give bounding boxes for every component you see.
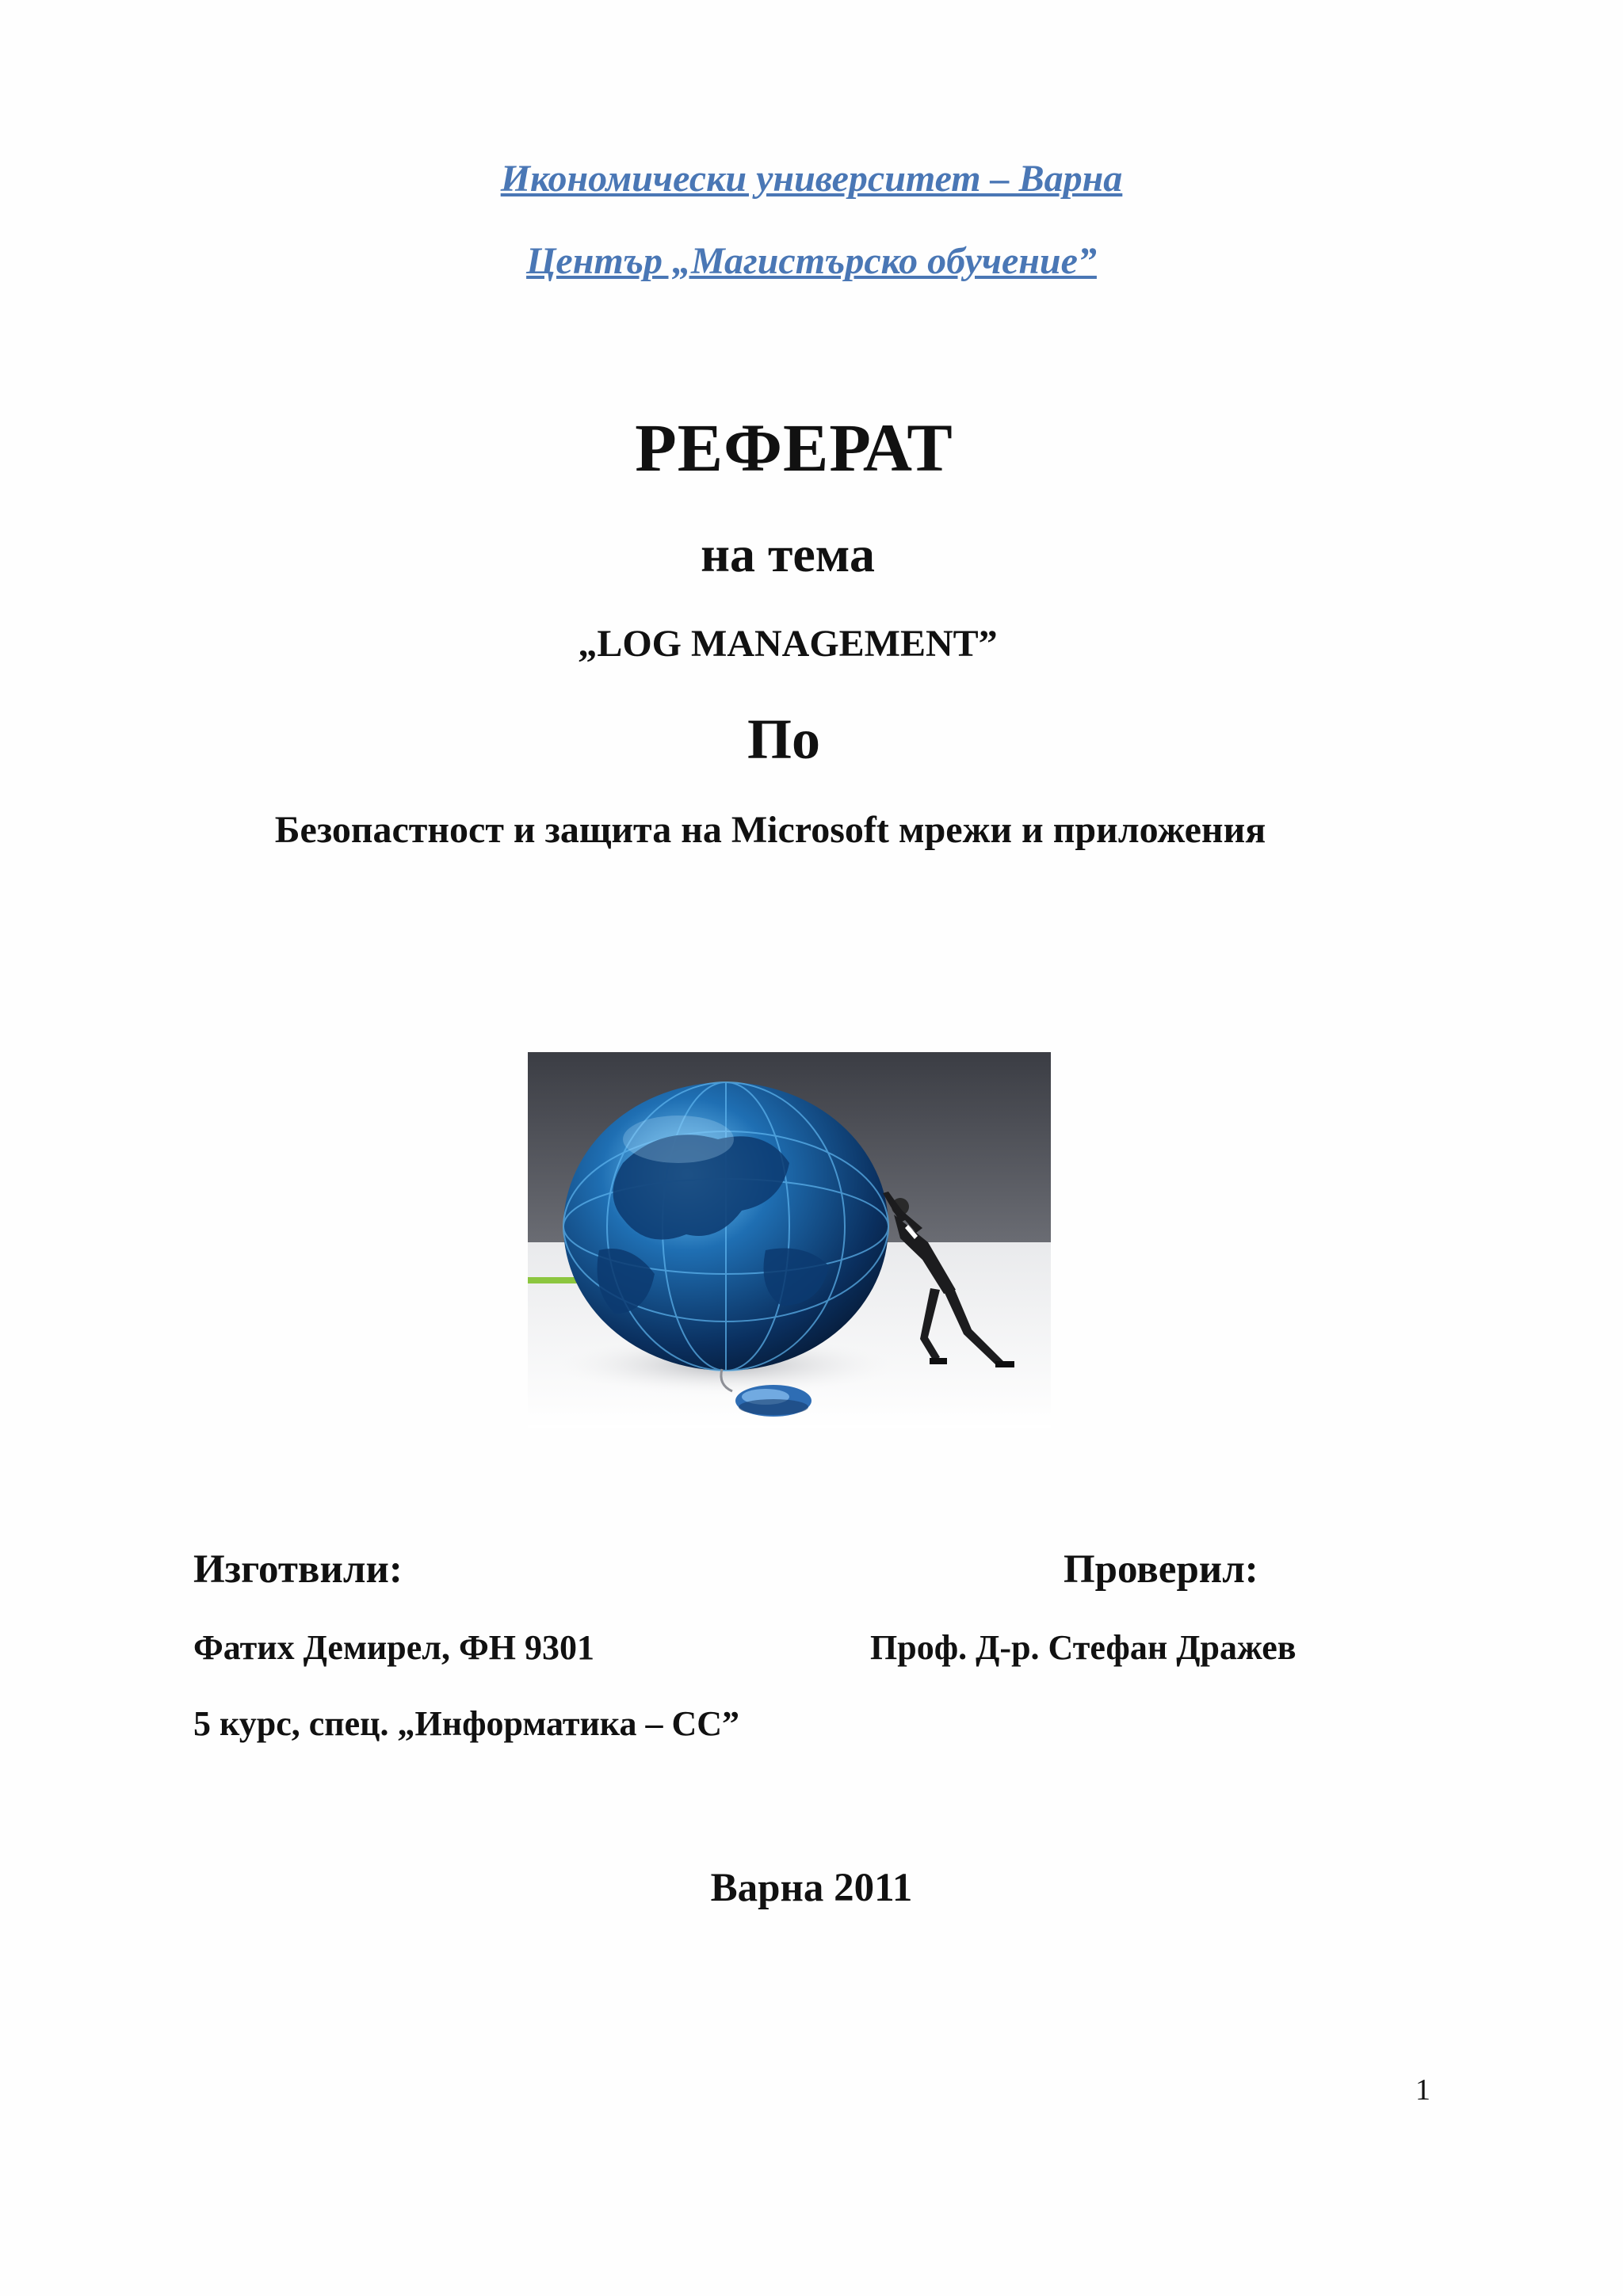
globe [563,1082,888,1371]
on-topic-label: на тема [701,526,875,582]
document-title: РЕФЕРАТ [635,410,953,486]
by-label: По [747,707,820,771]
author-course: 5 курс, спец. „Информатика – СС” [193,1704,740,1743]
center-name: Център „Магистърско обучение” [526,240,1097,282]
author-name: Фатих Демирел, ФН 9301 [193,1628,594,1667]
subject-title: Безопастност и защита на Microsoft мрежи и приложения [274,809,1266,851]
page-number: 1 [1415,2073,1430,2107]
topic-title: „LOG MANAGEMENT” [578,623,998,665]
reviewer-name: Проф. Д-р. Стефан Дражев [870,1628,1296,1667]
university-name: Икономически университет – Варна [500,158,1123,200]
globe-illustration [528,1052,1051,1428]
place-year: Варна 2011 [710,1866,913,1910]
checked-by-heading: Проверил: [1064,1547,1258,1592]
prepared-by-heading: Изготвили: [193,1547,403,1592]
